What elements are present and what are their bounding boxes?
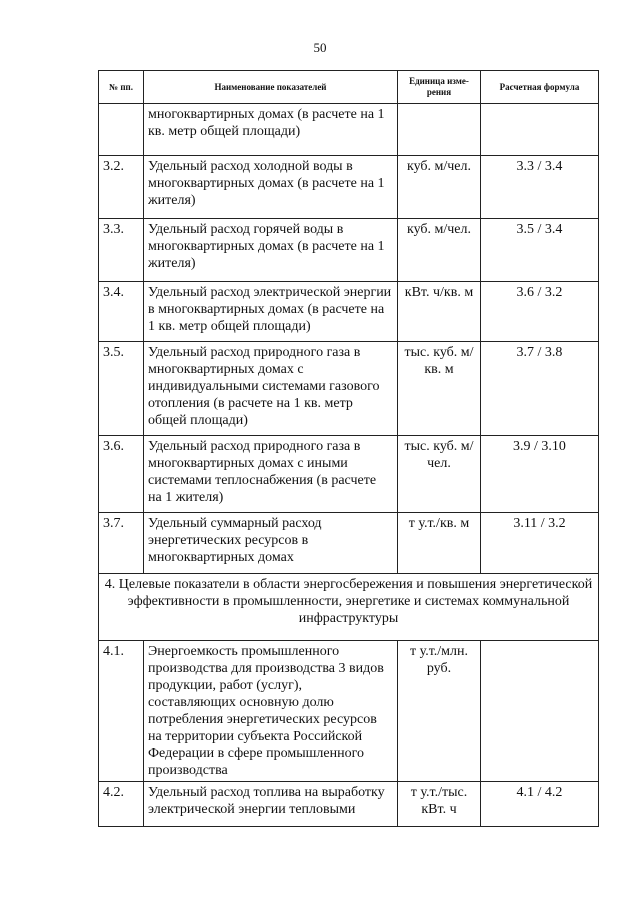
row-indicator-name: Удельный расход холодной воды в многоквартирных домах (в расчете на 1 жителя) (144, 156, 398, 219)
header-number: № пп. (99, 71, 144, 104)
row-number: 3.3. (99, 219, 144, 282)
row-unit: кВт. ч/кв. м (398, 282, 481, 342)
row-unit: т у.т./кв. м (398, 513, 481, 574)
row-unit: т у.т./млн. руб. (398, 641, 481, 782)
row-formula: 4.1 / 4.2 (481, 782, 599, 827)
section-title: 4. Целевые показатели в области энергосбережения и повышения энергетической эффективности в промышленности, энергетике и системах коммунальной инфраструктуры (99, 574, 599, 641)
table-row (99, 436, 599, 513)
row-number: 3.4. (99, 282, 144, 342)
row-indicator-name: Удельный расход топлива на выработку электрической энергии тепловыми (144, 782, 398, 827)
row-indicator-name: Удельный суммарный расход энергетических ресурсов в многоквартирных домах (144, 513, 398, 574)
table-row (99, 513, 599, 574)
row-formula: 3.6 / 3.2 (481, 282, 599, 342)
indicators-table (98, 70, 599, 827)
row-number: 3.7. (99, 513, 144, 574)
row-unit (398, 104, 481, 156)
table-row (99, 104, 599, 156)
row-indicator-name: Энергоемкость промышленного производства для производства 3 видов продукции, работ (услуг), составляющих основную долю потребления энергетических ресурсов на территории субъекта Российской Федерации в сфере промышленного производства (144, 641, 398, 782)
row-number: 4.2. (99, 782, 144, 827)
row-unit: тыс. куб. м/чел. (398, 436, 481, 513)
row-formula: 3.11 / 3.2 (481, 513, 599, 574)
row-unit: т у.т./тыс. кВт. ч (398, 782, 481, 827)
row-number: 4.1. (99, 641, 144, 782)
row-formula: 3.3 / 3.4 (481, 156, 599, 219)
row-formula: 3.5 / 3.4 (481, 219, 599, 282)
row-indicator-name: Удельный расход электрической энергии в многоквартирных домах (в расчете на 1 кв. метр общей площади) (144, 282, 398, 342)
table-row (99, 641, 599, 782)
section-row (99, 574, 599, 641)
row-formula: 3.9 / 3.10 (481, 436, 599, 513)
row-formula (481, 641, 599, 782)
row-number: 3.2. (99, 156, 144, 219)
row-indicator-name: многоквартирных домах (в расчете на 1 кв. метр общей площади) (144, 104, 398, 156)
row-indicator-name: Удельный расход природного газа в многоквартирных домах с иными системами теплоснабжения (в расчете на 1 жителя) (144, 436, 398, 513)
table-row (99, 219, 599, 282)
header-indicator-name: Наименование показателей (144, 71, 398, 104)
table-header-row (99, 71, 599, 104)
row-unit: куб. м/чел. (398, 219, 481, 282)
row-indicator-name: Удельный расход природного газа в многоквартирных домах с индивидуальными системами газового отопления (в расчете на 1 кв. метр общей площади) (144, 342, 398, 436)
row-number (99, 104, 144, 156)
page-number: 50 (313, 40, 327, 55)
table-row (99, 342, 599, 436)
row-formula: 3.7 / 3.8 (481, 342, 599, 436)
row-unit: тыс. куб. м/кв. м (398, 342, 481, 436)
header-formula: Расчетная формула (481, 71, 599, 104)
row-formula (481, 104, 599, 156)
row-unit: куб. м/чел. (398, 156, 481, 219)
table-row (99, 156, 599, 219)
row-indicator-name: Удельный расход горячей воды в многоквартирных домах (в расчете на 1 жителя) (144, 219, 398, 282)
row-number: 3.5. (99, 342, 144, 436)
table-row (99, 782, 599, 827)
table-row (99, 282, 599, 342)
row-number: 3.6. (99, 436, 144, 513)
header-unit: Единица изме-рения (398, 71, 481, 104)
